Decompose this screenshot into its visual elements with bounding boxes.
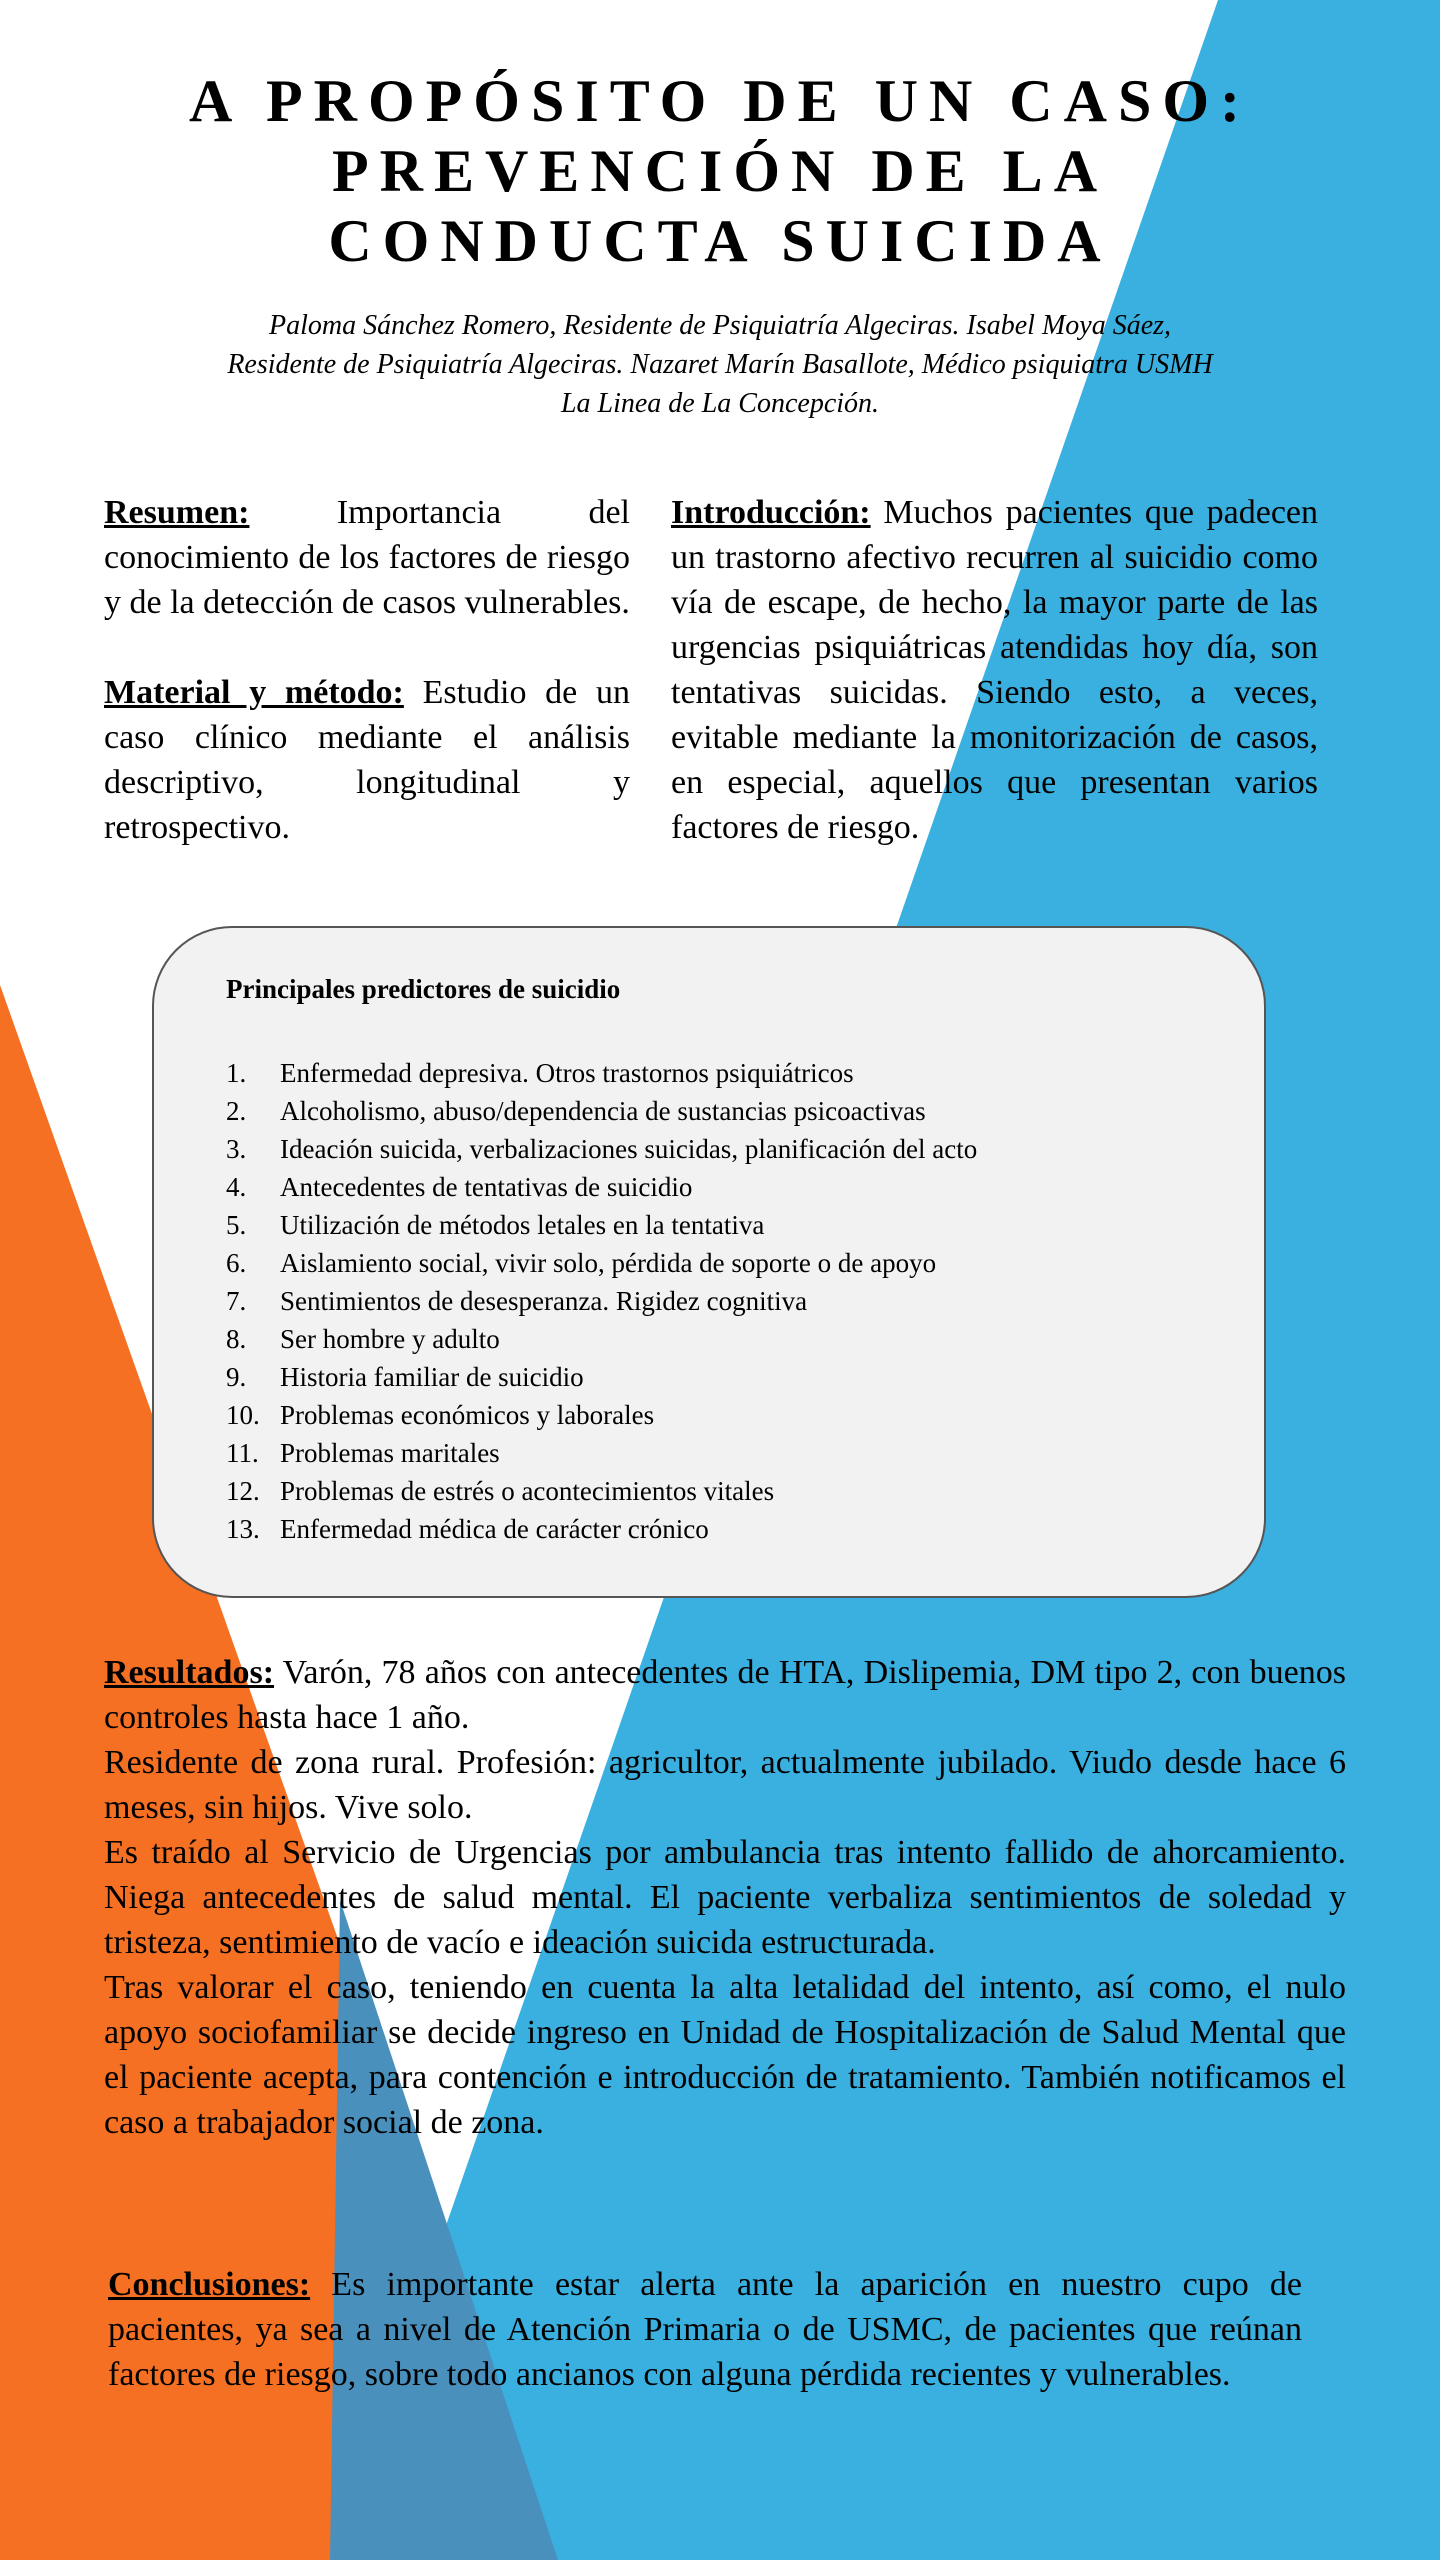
list-item bbox=[226, 1244, 977, 1282]
list-item-number: 9. bbox=[226, 1362, 247, 1392]
resultados-paragraph-2: Residente de zona rural. Profesión: agricultor, actualmente jubilado. Viudo desde hace 6 meses, sin hijos. Vive solo. bbox=[104, 1744, 1346, 1826]
title-line-2: PREVENCIÓN DE LA bbox=[331, 138, 1109, 204]
list-item-text: Utilización de métodos letales en la tentativa bbox=[280, 1210, 765, 1240]
list-item-number: 5. bbox=[226, 1210, 247, 1240]
list-item bbox=[226, 1282, 977, 1320]
resultados-paragraph-4: Tras valorar el caso, teniendo en cuenta la alta letalidad del intento, así como, el nulo apoyo sociofamiliar se decide ingreso en Unidad de Hospitalización de Salud Mental que el paciente acepta, para contención e introducción de tratamiento. También notificamos el caso a trabajador social de zona. bbox=[104, 1969, 1346, 2141]
list-item-number: 2. bbox=[226, 1096, 247, 1126]
list-item-text: Antecedentes de tentativas de suicidio bbox=[280, 1172, 693, 1202]
list-item-number: 13. bbox=[226, 1514, 260, 1544]
predictors-title: Principales predictores de suicidio bbox=[226, 974, 621, 1004]
list-item-text: Enfermedad médica de carácter crónico bbox=[280, 1514, 709, 1544]
resultados-paragraph-3: Es traído al Servicio de Urgencias por ambulancia tras intento fallido de ahorcamiento. Niega antecedentes de salud mental. El paciente verbaliza sentimientos de soledad y tristeza, sentimiento de vacío e ideación suicida estructurada. bbox=[104, 1834, 1346, 1961]
list-item-text: Aislamiento social, vivir solo, pérdida de soporte o de apoyo bbox=[280, 1248, 937, 1278]
title-line-3: CONDUCTA SUICIDA bbox=[328, 208, 1112, 274]
resultados-heading: Resultados: bbox=[104, 1654, 275, 1691]
list-item bbox=[226, 1092, 977, 1130]
conclusiones-section bbox=[108, 2262, 1302, 2397]
resumen-section bbox=[104, 490, 630, 625]
list-item-number: 8. bbox=[226, 1324, 247, 1354]
introduccion-heading: Introducción: bbox=[671, 494, 871, 531]
list-item-number: 1. bbox=[226, 1058, 247, 1088]
conclusiones-text: Es importante estar alerta ante la aparición en nuestro cupo de pacientes, ya sea a nivel de Atención Primaria o de USMC, de pacientes que reúnan factores de riesgo, sobre todo ancianos con alguna pérdida recientes y vulnerables. bbox=[108, 2266, 1302, 2393]
authors-line-2: Residente de Psiquiatría Algeciras. Nazaret Marín Basallote, Médico psiquiatra USMH bbox=[227, 349, 1213, 380]
list-item bbox=[226, 1168, 977, 1206]
resumen-heading: Resumen: bbox=[104, 494, 250, 531]
authors-block bbox=[110, 306, 1330, 423]
right-column bbox=[671, 490, 1318, 850]
list-item bbox=[226, 1396, 977, 1434]
list-item-text: Enfermedad depresiva. Otros trastornos psiquiátricos bbox=[280, 1058, 854, 1088]
left-column bbox=[104, 490, 630, 850]
list-item-number: 7. bbox=[226, 1286, 247, 1316]
conclusiones-heading: Conclusiones: bbox=[108, 2266, 311, 2303]
introduccion-text: Muchos pacientes que padecen un trastorno afectivo recurren al suicidio como vía de escape, de hecho, la mayor parte de las urgencias psiquiátricas atendidas hoy día, son tentativas suicidas. Siendo esto, a veces, evitable mediante la monitorización de casos, en especial, aquellos que presentan varios factores de riesgo. bbox=[671, 494, 1318, 846]
list-item bbox=[226, 1358, 977, 1396]
list-item-text: Ser hombre y adulto bbox=[280, 1324, 500, 1354]
list-item bbox=[226, 1434, 977, 1472]
authors-line-1: Paloma Sánchez Romero, Residente de Psiquiatría Algeciras. Isabel Moya Sáez, bbox=[268, 310, 1172, 341]
list-item bbox=[226, 1320, 977, 1358]
list-item-text: Problemas maritales bbox=[280, 1438, 500, 1468]
list-item bbox=[226, 1206, 977, 1244]
list-item-text: Problemas económicos y laborales bbox=[280, 1400, 655, 1430]
resultados-paragraph-1 bbox=[104, 1650, 1346, 1740]
list-item-number: 12. bbox=[226, 1476, 260, 1506]
resultados-section bbox=[104, 1650, 1346, 2145]
list-item-number: 6. bbox=[226, 1248, 247, 1278]
list-item-number: 3. bbox=[226, 1134, 247, 1164]
resumen-text: Importancia del conocimiento de los factores de riesgo y de la detección de casos vulnerables. bbox=[104, 494, 630, 621]
list-item-text: Problemas de estrés o acontecimientos vitales bbox=[280, 1476, 775, 1506]
list-item-text: Alcoholismo, abuso/dependencia de sustancias psicoactivas bbox=[280, 1096, 926, 1126]
list-item-number: 11. bbox=[226, 1438, 259, 1468]
list-item bbox=[226, 1472, 977, 1510]
poster-title bbox=[0, 66, 1440, 276]
list-item-text: Historia familiar de suicidio bbox=[280, 1362, 584, 1392]
resultados-text-1: Varón, 78 años con antecedentes de HTA, Dislipemia, DM tipo 2, con buenos controles hasta hace 1 año. bbox=[104, 1654, 1346, 1736]
conclusiones-paragraph bbox=[108, 2262, 1302, 2397]
introduccion-section bbox=[671, 490, 1318, 850]
material-text: Estudio de un caso clínico mediante el análisis descriptivo, longitudinal y retrospectivo. bbox=[104, 674, 630, 846]
list-item bbox=[226, 1510, 977, 1548]
authors-line-3: La Linea de La Concepción. bbox=[560, 388, 880, 419]
predictors-box bbox=[152, 926, 1266, 1598]
list-item-number: 10. bbox=[226, 1400, 260, 1430]
material-section bbox=[104, 670, 630, 850]
predictors-list bbox=[226, 1054, 977, 1548]
list-item-text: Ideación suicida, verbalizaciones suicidas, planificación del acto bbox=[280, 1134, 978, 1164]
list-item bbox=[226, 1054, 977, 1092]
list-item-text: Sentimientos de desesperanza. Rigidez cognitiva bbox=[280, 1286, 808, 1316]
list-item-number: 4. bbox=[226, 1172, 247, 1202]
list-item bbox=[226, 1130, 977, 1168]
material-heading: Material y método: bbox=[104, 674, 404, 711]
title-line-1: A PROPÓSITO DE UN CASO: bbox=[188, 68, 1251, 134]
